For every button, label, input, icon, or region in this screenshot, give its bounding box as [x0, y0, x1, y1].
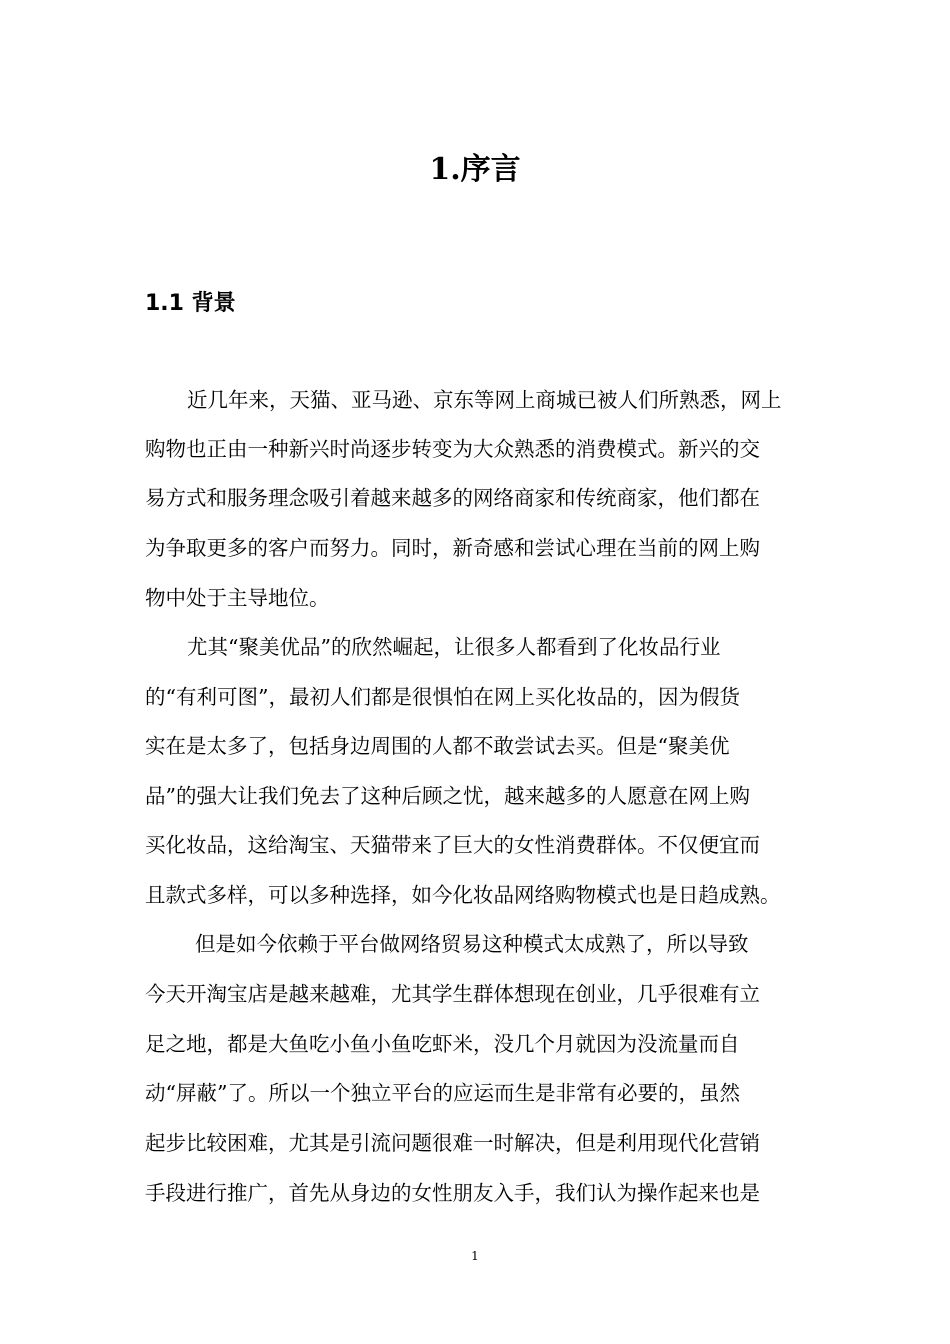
paragraph-line: 的“有利可图”，最初人们都是很惧怕在网上买化妆品的，因为假货 — [145, 685, 740, 709]
paragraph-line: 动“屏蔽”了。所以一个独立平台的应运而生是非常有必要的，虽然 — [145, 1081, 740, 1105]
paragraph-line: 今天开淘宝店是越来越难，尤其学生群体想现在创业，几乎很难有立 — [145, 982, 760, 1006]
paragraph-line: 手段进行推广，首先从身边的女性朋友入手，我们认为操作起来也是 — [145, 1181, 760, 1205]
paragraph-line: 但是如今依赖于平台做网络贸易这种模式太成熟了，所以导致 — [195, 932, 749, 956]
paragraph-line: 买化妆品，这给淘宝、天猫带来了巨大的女性消费群体。不仅便宜而 — [145, 833, 760, 857]
paragraph-line: 购物也正由一种新兴时尚逐步转变为大众熟悉的消费模式。新兴的交 — [145, 437, 760, 461]
paragraph-line: 实在是太多了，包括身边周围的人都不敢尝试去买。但是“聚美优 — [145, 734, 730, 758]
paragraph-line: 尤其“聚美优品”的欣然崛起，让很多人都看到了化妆品行业 — [187, 635, 721, 659]
paragraph-line: 且款式多样，可以多种选择，如今化妆品网络购物模式也是日趋成熟。 — [145, 883, 781, 907]
paragraph-line: 足之地，都是大鱼吃小鱼小鱼吃虾米，没几个月就因为没流量而自 — [145, 1032, 740, 1056]
page-number: 1 — [471, 1249, 479, 1263]
paragraph-line: 为争取更多的客户而努力。同时，新奇感和尝试心理在当前的网上购 — [145, 536, 760, 560]
paragraph-line: 近几年来，天猫、亚马逊、京东等网上商城已被人们所熟悉，网上 — [187, 388, 782, 412]
paragraph-line: 品”的强大让我们免去了这种后顾之忧，越来越多的人愿意在网上购 — [145, 784, 750, 808]
section-title: 1.1 背景 — [145, 291, 236, 316]
paragraph-line: 物中处于主导地位。 — [145, 586, 330, 610]
paragraph-line: 起步比较困难，尤其是引流问题很难一时解决，但是利用现代化营销 — [145, 1131, 760, 1155]
chapter-title: 1.序言 — [429, 152, 521, 187]
paragraph-line: 易方式和服务理念吸引着越来越多的网络商家和传统商家，他们都在 — [145, 486, 760, 510]
